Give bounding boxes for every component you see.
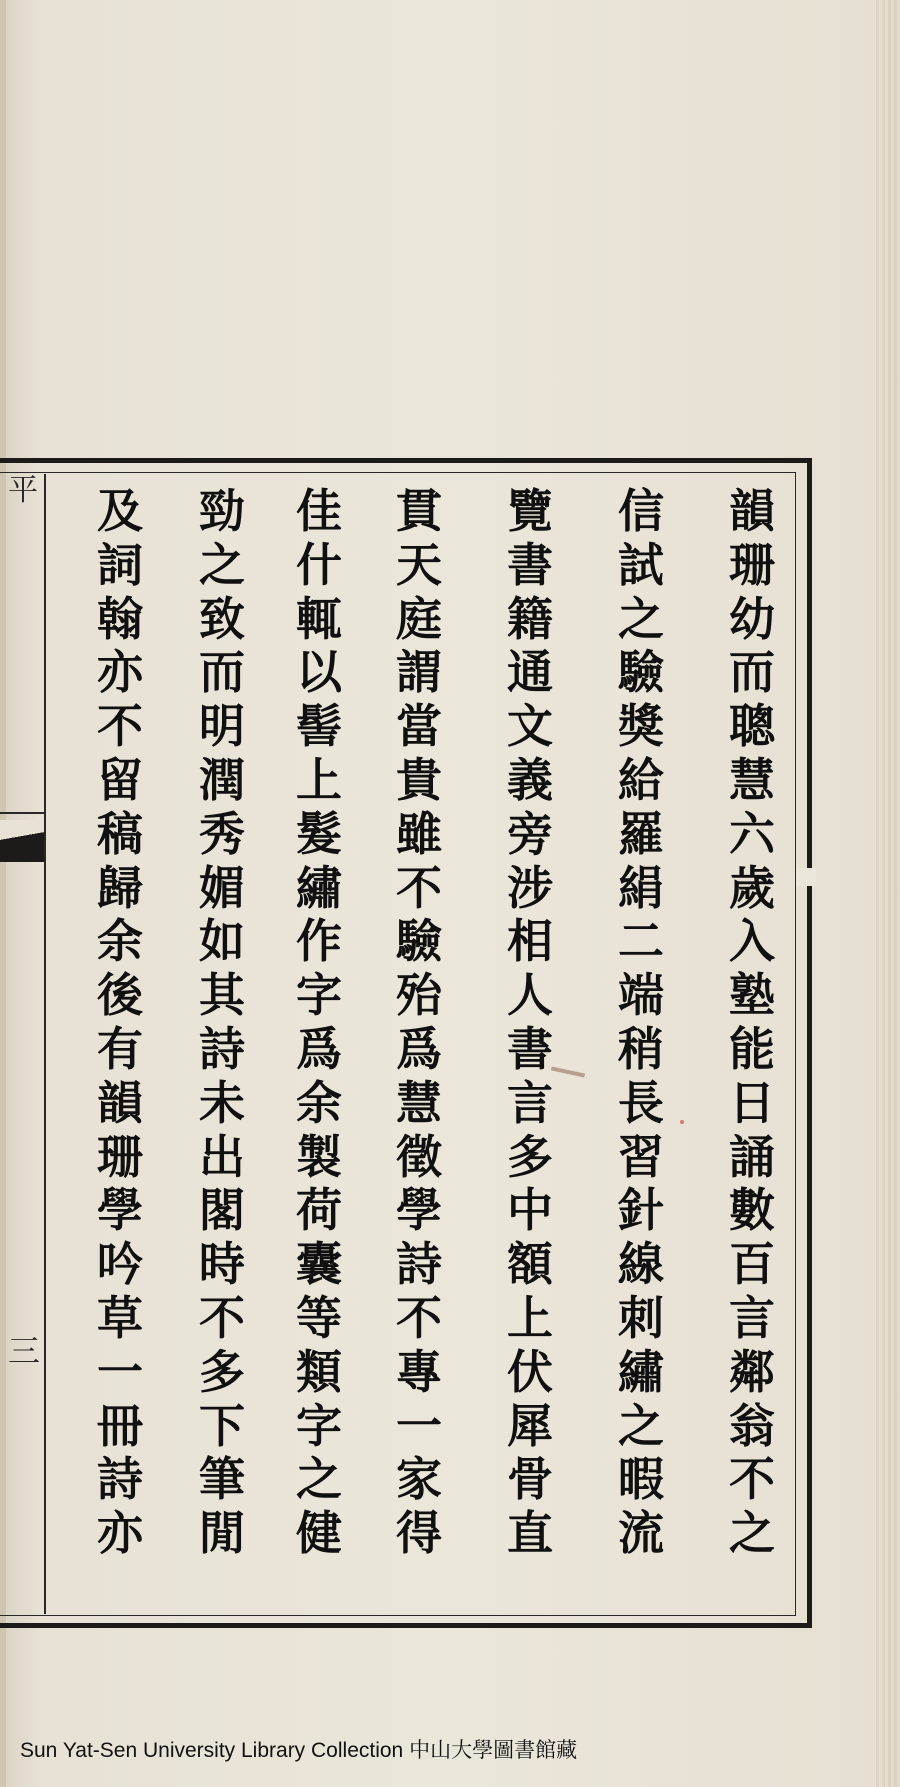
text-character: 額 bbox=[507, 1237, 553, 1292]
text-character: 以 bbox=[296, 645, 342, 700]
text-character: 爲 bbox=[396, 1022, 442, 1076]
text-character: 詩 bbox=[97, 1452, 143, 1507]
text-character: 二 bbox=[618, 914, 664, 969]
text-character: 而 bbox=[199, 645, 245, 700]
text-character: 驗 bbox=[396, 914, 442, 969]
text-column bbox=[271, 478, 367, 1616]
text-column bbox=[371, 478, 467, 1616]
text-character: 詩 bbox=[396, 1237, 442, 1292]
text-character: 一 bbox=[97, 1344, 143, 1399]
text-character: 翰 bbox=[97, 591, 143, 646]
center-column-title: 平 bbox=[8, 473, 38, 508]
text-character: 殆 bbox=[396, 968, 442, 1023]
text-character: 庭 bbox=[396, 591, 442, 646]
text-character: 言 bbox=[729, 1291, 775, 1345]
text-character: 歸 bbox=[97, 860, 143, 915]
text-character: 筆 bbox=[199, 1452, 245, 1507]
text-character: 上 bbox=[296, 753, 342, 807]
text-character: 韻 bbox=[729, 484, 775, 538]
text-character: 書 bbox=[507, 537, 553, 592]
text-character: 長 bbox=[618, 1075, 664, 1130]
text-character: 能 bbox=[729, 1022, 775, 1076]
text-column bbox=[593, 478, 689, 1616]
text-character: 吟 bbox=[97, 1237, 143, 1292]
text-character: 給 bbox=[618, 753, 664, 807]
text-character: 不 bbox=[729, 1452, 775, 1507]
text-character: 草 bbox=[97, 1291, 143, 1345]
text-character: 不 bbox=[396, 860, 442, 915]
text-character: 亦 bbox=[97, 1506, 143, 1561]
text-character: 亦 bbox=[97, 645, 143, 700]
text-character: 致 bbox=[199, 591, 245, 646]
text-character: 輒 bbox=[296, 591, 342, 646]
text-character: 秀 bbox=[199, 806, 245, 861]
text-character: 什 bbox=[296, 537, 342, 592]
text-character: 之 bbox=[199, 537, 245, 592]
text-character: 有 bbox=[97, 1022, 143, 1076]
text-character: 及 bbox=[97, 484, 143, 538]
text-character: 出 bbox=[199, 1129, 245, 1184]
text-character: 之 bbox=[618, 591, 664, 646]
text-character: 不 bbox=[97, 699, 143, 754]
text-character: 端 bbox=[618, 968, 664, 1023]
text-character: 家 bbox=[396, 1452, 442, 1507]
text-column bbox=[174, 478, 270, 1616]
text-character: 流 bbox=[618, 1506, 664, 1561]
text-character: 多 bbox=[507, 1129, 553, 1184]
text-character: 學 bbox=[396, 1183, 442, 1238]
text-character: 暇 bbox=[618, 1452, 664, 1507]
text-character: 慧 bbox=[396, 1075, 442, 1130]
text-character: 六 bbox=[729, 806, 775, 861]
text-character: 刺 bbox=[618, 1291, 664, 1345]
folio-number: 三 bbox=[8, 1332, 41, 1370]
text-character: 閒 bbox=[199, 1506, 245, 1561]
text-character: 而 bbox=[729, 645, 775, 700]
text-character: 天 bbox=[396, 537, 442, 592]
text-character: 專 bbox=[396, 1344, 442, 1399]
text-character: 羅 bbox=[618, 806, 664, 861]
text-character: 之 bbox=[296, 1452, 342, 1507]
text-character: 健 bbox=[296, 1506, 342, 1561]
text-character: 後 bbox=[97, 968, 143, 1023]
text-character: 字 bbox=[296, 968, 342, 1023]
text-character: 誦 bbox=[729, 1129, 775, 1184]
text-character: 義 bbox=[507, 753, 553, 807]
text-column bbox=[72, 478, 168, 1616]
text-character: 一 bbox=[396, 1398, 442, 1453]
text-character: 歲 bbox=[729, 860, 775, 915]
text-character: 如 bbox=[199, 914, 245, 969]
text-character: 未 bbox=[199, 1075, 245, 1130]
text-character: 人 bbox=[507, 968, 553, 1023]
text-character: 塾 bbox=[729, 968, 775, 1023]
text-character: 相 bbox=[507, 914, 553, 969]
text-character: 驗 bbox=[618, 645, 664, 700]
text-character: 詞 bbox=[97, 537, 143, 592]
text-character: 不 bbox=[199, 1291, 245, 1345]
text-character: 閣 bbox=[199, 1183, 245, 1238]
text-column bbox=[704, 478, 800, 1616]
text-character: 爲 bbox=[296, 1022, 342, 1076]
text-character: 旁 bbox=[507, 806, 553, 861]
text-character: 伏 bbox=[507, 1344, 553, 1399]
text-character: 其 bbox=[199, 968, 245, 1023]
text-column bbox=[482, 478, 578, 1616]
text-character: 籍 bbox=[507, 591, 553, 646]
text-character: 佳 bbox=[296, 484, 342, 538]
text-columns bbox=[50, 478, 796, 1616]
text-character: 鄰 bbox=[729, 1344, 775, 1399]
text-character: 線 bbox=[618, 1237, 664, 1292]
text-character: 韻 bbox=[97, 1075, 143, 1130]
text-character: 珊 bbox=[97, 1129, 143, 1184]
text-character: 百 bbox=[729, 1237, 775, 1292]
center-column-rule bbox=[44, 474, 46, 1614]
text-character: 雖 bbox=[396, 806, 442, 861]
text-character: 之 bbox=[618, 1398, 664, 1453]
text-character: 等 bbox=[296, 1291, 342, 1345]
text-character: 絹 bbox=[618, 860, 664, 915]
text-character: 作 bbox=[296, 914, 342, 969]
text-character: 涉 bbox=[507, 860, 553, 915]
text-character: 針 bbox=[618, 1183, 664, 1238]
text-character: 製 bbox=[296, 1129, 342, 1184]
text-character: 覽 bbox=[507, 484, 553, 538]
text-character: 入 bbox=[729, 914, 775, 969]
text-character: 習 bbox=[618, 1129, 664, 1184]
text-character: 類 bbox=[296, 1344, 342, 1399]
text-character: 直 bbox=[507, 1506, 553, 1561]
text-character: 得 bbox=[396, 1506, 442, 1561]
text-character: 書 bbox=[507, 1022, 553, 1076]
library-watermark: Sun Yat-Sen University Library Collection 中山大學圖書館藏 bbox=[20, 1739, 578, 1762]
page-fore-edge bbox=[876, 0, 900, 1787]
text-character: 多 bbox=[199, 1344, 245, 1399]
text-character: 媚 bbox=[199, 860, 245, 915]
text-character: 言 bbox=[507, 1075, 553, 1130]
text-character: 勁 bbox=[199, 484, 245, 538]
text-character: 明 bbox=[199, 699, 245, 754]
text-character: 不 bbox=[396, 1291, 442, 1345]
text-character: 貴 bbox=[396, 753, 442, 807]
text-character: 荷 bbox=[296, 1183, 342, 1238]
text-character: 犀 bbox=[507, 1398, 553, 1453]
text-character: 囊 bbox=[296, 1237, 342, 1292]
text-character: 翁 bbox=[729, 1398, 775, 1453]
text-character: 下 bbox=[199, 1398, 245, 1453]
text-character: 貫 bbox=[396, 484, 442, 538]
text-character: 時 bbox=[199, 1237, 245, 1292]
text-character: 潤 bbox=[199, 753, 245, 807]
text-character: 繡 bbox=[296, 860, 342, 915]
text-character: 余 bbox=[97, 914, 143, 969]
text-character: 上 bbox=[507, 1291, 553, 1345]
text-character: 通 bbox=[507, 645, 553, 700]
text-character: 字 bbox=[296, 1398, 342, 1453]
text-character: 髻 bbox=[296, 699, 342, 754]
text-character: 髮 bbox=[296, 806, 342, 861]
text-character: 數 bbox=[729, 1183, 775, 1238]
text-character: 繡 bbox=[618, 1344, 664, 1399]
text-character: 學 bbox=[97, 1183, 143, 1238]
text-character: 詩 bbox=[199, 1022, 245, 1076]
text-character: 中 bbox=[507, 1183, 553, 1238]
text-character: 謂 bbox=[396, 645, 442, 700]
text-character: 稍 bbox=[618, 1022, 664, 1076]
fishtail-rule bbox=[0, 812, 44, 814]
fishtail-mark bbox=[0, 820, 44, 862]
text-character: 之 bbox=[729, 1506, 775, 1561]
text-character: 骨 bbox=[507, 1452, 553, 1507]
text-character: 聰 bbox=[729, 699, 775, 754]
text-character: 獎 bbox=[618, 699, 664, 754]
text-character: 留 bbox=[97, 753, 143, 807]
text-character: 稿 bbox=[97, 806, 143, 861]
text-character: 冊 bbox=[97, 1398, 143, 1453]
text-character: 幼 bbox=[729, 591, 775, 646]
text-character: 試 bbox=[618, 537, 664, 592]
text-character: 慧 bbox=[729, 753, 775, 807]
text-character: 文 bbox=[507, 699, 553, 754]
text-character: 信 bbox=[618, 484, 664, 538]
text-character: 徵 bbox=[396, 1129, 442, 1184]
text-character: 日 bbox=[729, 1075, 775, 1130]
text-character: 當 bbox=[396, 699, 442, 754]
text-character: 余 bbox=[296, 1075, 342, 1130]
text-character: 珊 bbox=[729, 537, 775, 592]
